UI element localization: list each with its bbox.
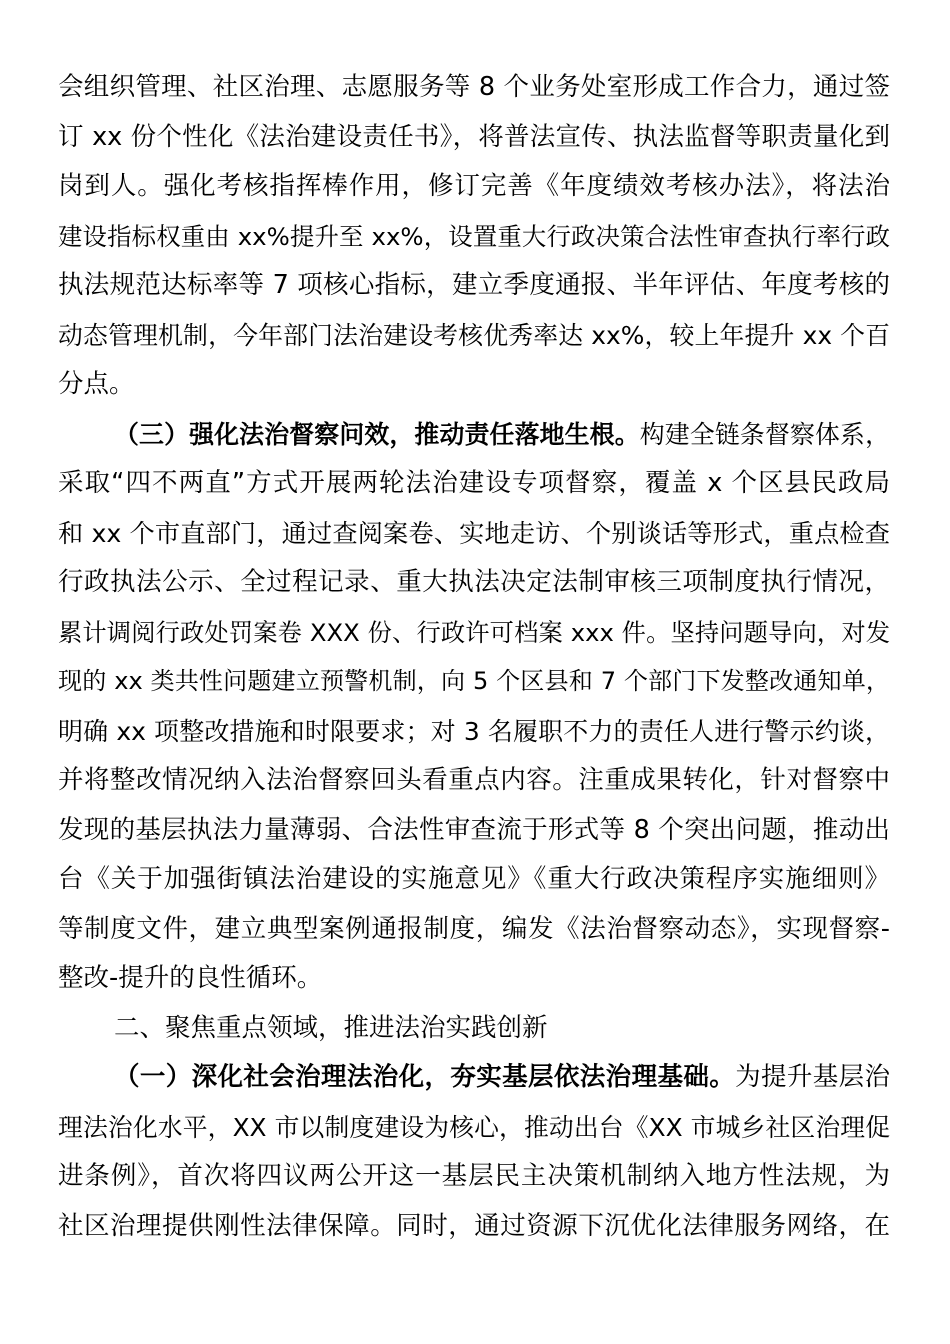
line-text: 整改-提升的良性循环。: [58, 963, 323, 993]
line-text: 累计调阅行政处罚案卷 XXX 份、行政许可档案 xxx 件。坚持问题导向，对发: [58, 617, 890, 647]
document-body: [58, 63, 890, 1251]
text-line: [58, 113, 890, 163]
text-line: [58, 311, 890, 361]
section-heading-line: [58, 1053, 890, 1103]
text-line: [58, 261, 890, 311]
section-heading-3: （三）强化法治督察问效，推动责任落地生根。: [114, 419, 640, 449]
text-line: [58, 509, 890, 559]
text-line: [58, 756, 890, 806]
line-text: 采取“四不两直”方式开展两轮法治建设专项督察，覆盖 x 个区县民政局: [58, 468, 890, 498]
line-text: 执法规范达标率等 7 项核心指标，建立季度通报、半年评估、年度考核的: [58, 270, 890, 300]
line-text: 为提升基层治: [735, 1062, 890, 1092]
line-text: 建设指标权重由 xx%提升至 xx%，设置重大行政决策合法性审查执行率行政: [58, 221, 890, 251]
text-line: [58, 905, 890, 955]
text-line: [58, 63, 890, 113]
text-line: [58, 707, 890, 757]
text-line: [58, 212, 890, 262]
line-text: 和 xx 个市直部门，通过查阅案卷、实地走访、个别谈话等形式，重点检查: [58, 518, 890, 548]
line-text: 构建全链条督察体系，: [639, 419, 890, 449]
text-line: [58, 1202, 890, 1252]
text-line: [58, 459, 890, 509]
text-line: [58, 1103, 890, 1153]
text-line: [58, 1152, 890, 1202]
line-text: 行政执法公示、全过程记录、重大执法决定法制审核三项制度执行情况，: [58, 567, 890, 597]
line-text: 社区治理提供刚性法律保障。同时，通过资源下沉优化法律服务网络，在: [58, 1210, 890, 1241]
section-heading-line: [58, 410, 890, 460]
line-text: 订 xx 份个性化《法治建设责任书》，将普法宣传、执法监督等职责量化到: [58, 121, 890, 152]
text-line: [58, 954, 890, 1004]
text-line: [58, 360, 890, 410]
line-text: 明确 xx 项整改措施和时限要求；对 3 名履职不力的责任人进行警示约谈，: [58, 716, 890, 746]
line-text: 分点。: [58, 369, 135, 399]
section-heading-1: （一）深化社会治理法治化，夯实基层依法治理基础。: [114, 1062, 736, 1092]
line-text: 发现的基层执法力量薄弱、合法性审查流于形式等 8 个突出问题，推动出: [58, 814, 890, 845]
line-text: 理法治化水平，XX 市以制度建设为核心，推动出台《XX 市城乡社区治理促: [58, 1112, 890, 1142]
line-text: 现的 xx 类共性问题建立预警机制，向 5 个区县和 7 个部门下发整改通知单，: [58, 667, 890, 695]
chapter-heading-line: [58, 1004, 890, 1054]
line-text: 并将整改情况纳入法治督察回头看重点内容。注重成果转化，针对督察中: [58, 765, 890, 795]
text-line: [58, 855, 890, 905]
text-line: [58, 608, 890, 658]
text-line: [58, 657, 890, 707]
line-text: 台《关于加强街镇法治建设的实施意见》《重大行政决策程序实施细则》: [58, 864, 890, 894]
line-text: 岗到人。强化考核指挥棒作用，修订完善《年度绩效考核办法》，将法治: [58, 171, 890, 201]
text-line: [58, 806, 890, 856]
line-text: 动态管理机制，今年部门法治建设考核优秀率达 xx%，较上年提升 xx 个百: [58, 320, 890, 350]
chapter-heading-2: 二、聚焦重点领域，推进法治实践创新: [114, 1012, 548, 1043]
line-text: 进条例》，首次将四议两公开这一基层民主决策机制纳入地方性法规，为: [58, 1161, 890, 1191]
line-text: 会组织管理、社区治理、志愿服务等 8 个业务处室形成工作合力，通过签: [58, 72, 890, 102]
line-text: 等制度文件，建立典型案例通报制度，编发《法治督察动态》，实现督察-: [58, 913, 890, 944]
text-line: [58, 162, 890, 212]
text-line: [58, 558, 890, 608]
